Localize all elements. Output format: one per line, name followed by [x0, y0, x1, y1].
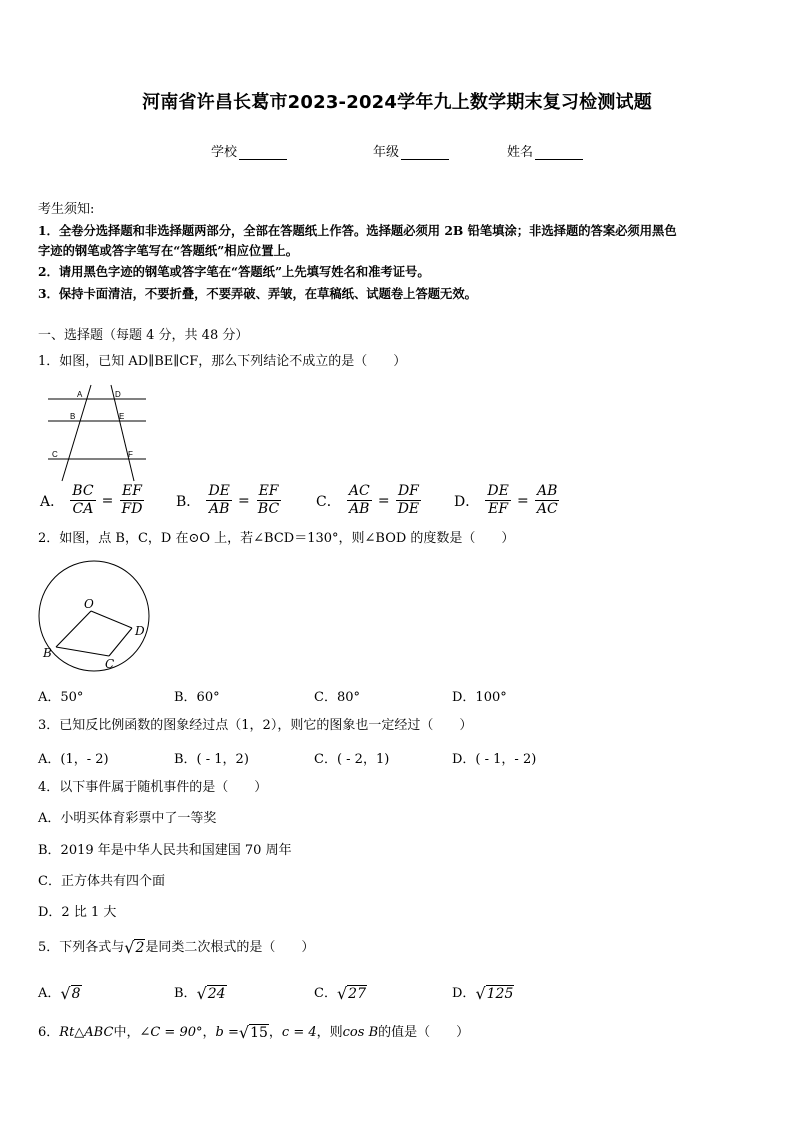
q5-option-d[interactable]: D． √ 125: [452, 984, 514, 1003]
grade-blank[interactable]: [401, 145, 449, 160]
q2-label-b: B: [43, 646, 52, 660]
q1-label-a: A: [77, 390, 83, 399]
q1-c-frac-right: $\frac{DF}{DE}$: [397, 483, 420, 517]
q3-option-b[interactable]: B．( - 1，2): [174, 752, 249, 767]
q1-c-frac-left: $\frac{AC}{AB}$: [348, 483, 370, 517]
q1-label-f: F: [128, 450, 133, 459]
q2-circle-figure: [34, 560, 160, 672]
q1-option-d[interactable]: D． $\frac{DE}{EF}$ = $\frac{AB}{AC}$: [454, 483, 558, 517]
q5-b-radical: √ 24: [196, 984, 226, 1003]
segment-ob: [56, 611, 91, 647]
page-title: 河南省许昌长葛市2023-2024学年九上数学期末复习检测试题: [142, 92, 652, 113]
q2-label-o: O: [84, 597, 94, 611]
segment-cd: [109, 628, 132, 656]
q6-b-radical: √ 15: [238, 1023, 268, 1042]
q4-option-c[interactable]: C．正方体共有四个面: [38, 874, 165, 889]
q2-option-d[interactable]: D．100°: [452, 690, 507, 705]
notice-item-2: 2．请用黑色字迹的钢笔或答字笔在“答题纸”上先填写姓名和准考证号。: [38, 264, 430, 279]
q4-option-a[interactable]: A．小明买体育彩票中了一等奖: [38, 811, 217, 826]
grade-field[interactable]: [373, 141, 449, 160]
notice-heading: 考生须知:: [38, 202, 95, 217]
q4-stem: 4．以下事件属于随机事件的是（ ）: [38, 780, 268, 795]
school-field[interactable]: [211, 141, 287, 160]
q2-label-d: D: [135, 624, 145, 638]
segment-bc: [56, 647, 109, 656]
q3-option-d[interactable]: D．( - 1，- 2): [452, 752, 537, 767]
segment-od: [91, 611, 132, 628]
q1-label-c: C: [52, 450, 58, 459]
q1-d-frac-right: $\frac{AB}{AC}$: [536, 483, 558, 517]
name-label: 姓名: [507, 145, 534, 160]
q2-option-b[interactable]: B．60°: [174, 690, 220, 705]
q5-stem: 5．下列各式与 √ 2 是同类二次根式的是（ ）: [38, 938, 315, 957]
q5-option-c[interactable]: C． √ 27: [314, 984, 366, 1003]
school-blank[interactable]: [239, 145, 287, 160]
q1-stem: 1．如图，已知 AD∥BE∥CF，那么下列结论不成立的是（ ）: [38, 354, 407, 369]
q1-label-e: E: [119, 412, 125, 421]
q5-stem-radical: √ 2: [124, 938, 145, 957]
q2-stem: 2．如图，点 B，C，D 在⊙O 上，若∠BCD＝130°，则∠BOD 的度数是（ ）: [38, 531, 515, 546]
school-label: 学校: [211, 145, 238, 160]
q1-label-b: B: [70, 412, 76, 421]
q6-stem: 6．Rt△ABC中，∠C = 90°，b = √ 15 ，c = 4，则cos B的值是（ ）: [38, 1023, 470, 1042]
q2-label-c: C: [105, 657, 115, 671]
q1-d-frac-left: $\frac{DE}{EF}$: [487, 483, 509, 517]
q1-label-d: D: [115, 390, 121, 399]
circle-o: [39, 561, 149, 671]
q1-b-frac-left: $\frac{DE}{AB}$: [208, 483, 230, 517]
q1-option-c[interactable]: C． $\frac{AC}{AB}$ = $\frac{DF}{DE}$: [316, 483, 420, 517]
q3-stem: 3．已知反比例函数的图象经过点（1，2），则它的图象也一定经过（ ）: [38, 718, 473, 733]
q5-a-radical: √ 8: [60, 984, 81, 1003]
notice-item-1: 1．全卷分选择题和非选择题两部分，全部在答题纸上作答。选择题必须用 2B 铅笔填涂；非选择题的答案必须用黑色: [38, 223, 677, 238]
q4-option-d[interactable]: D．2 比 1 大: [38, 905, 117, 920]
section-heading: 一、选择题（每题 4 分，共 48 分）: [38, 328, 249, 343]
name-field[interactable]: [507, 141, 583, 160]
q5-c-radical: √ 27: [336, 984, 366, 1003]
q5-option-a[interactable]: A． √ 8: [38, 984, 81, 1003]
q1-option-b[interactable]: B． $\frac{DE}{AB}$ = $\frac{EF}{BC}$: [176, 483, 280, 517]
q4-option-b[interactable]: B．2019 年是中华人民共和国建国 70 周年: [38, 843, 292, 858]
q3-option-c[interactable]: C．( - 2，1): [314, 752, 390, 767]
q1-a-frac-right: $\frac{EF}{FD}$: [121, 483, 143, 517]
q3-option-a[interactable]: A．(1，- 2): [38, 752, 109, 767]
notice-item-1-cont: 字迹的钢笔或答字笔写在“答题纸”相应位置上。: [38, 243, 299, 258]
q2-option-a[interactable]: A．50°: [38, 690, 84, 705]
name-blank[interactable]: [535, 145, 583, 160]
q1-a-frac-left: $\frac{BC}{CA}$: [72, 483, 94, 517]
q1-parallel-lines-figure: [44, 383, 154, 483]
notice-item-3: 3．保持卡面清洁，不要折叠，不要弄破、弄皱，在草稿纸、试题卷上答题无效。: [38, 286, 477, 301]
q1-b-frac-right: $\frac{EF}{BC}$: [257, 483, 280, 517]
q5-option-b[interactable]: B． √ 24: [174, 984, 226, 1003]
q2-option-c[interactable]: C．80°: [314, 690, 360, 705]
q1-option-a[interactable]: A． $\frac{BC}{CA}$ = $\frac{EF}{FD}$: [40, 483, 143, 517]
grade-label: 年级: [373, 145, 400, 160]
q5-d-radical: √ 125: [475, 984, 514, 1003]
